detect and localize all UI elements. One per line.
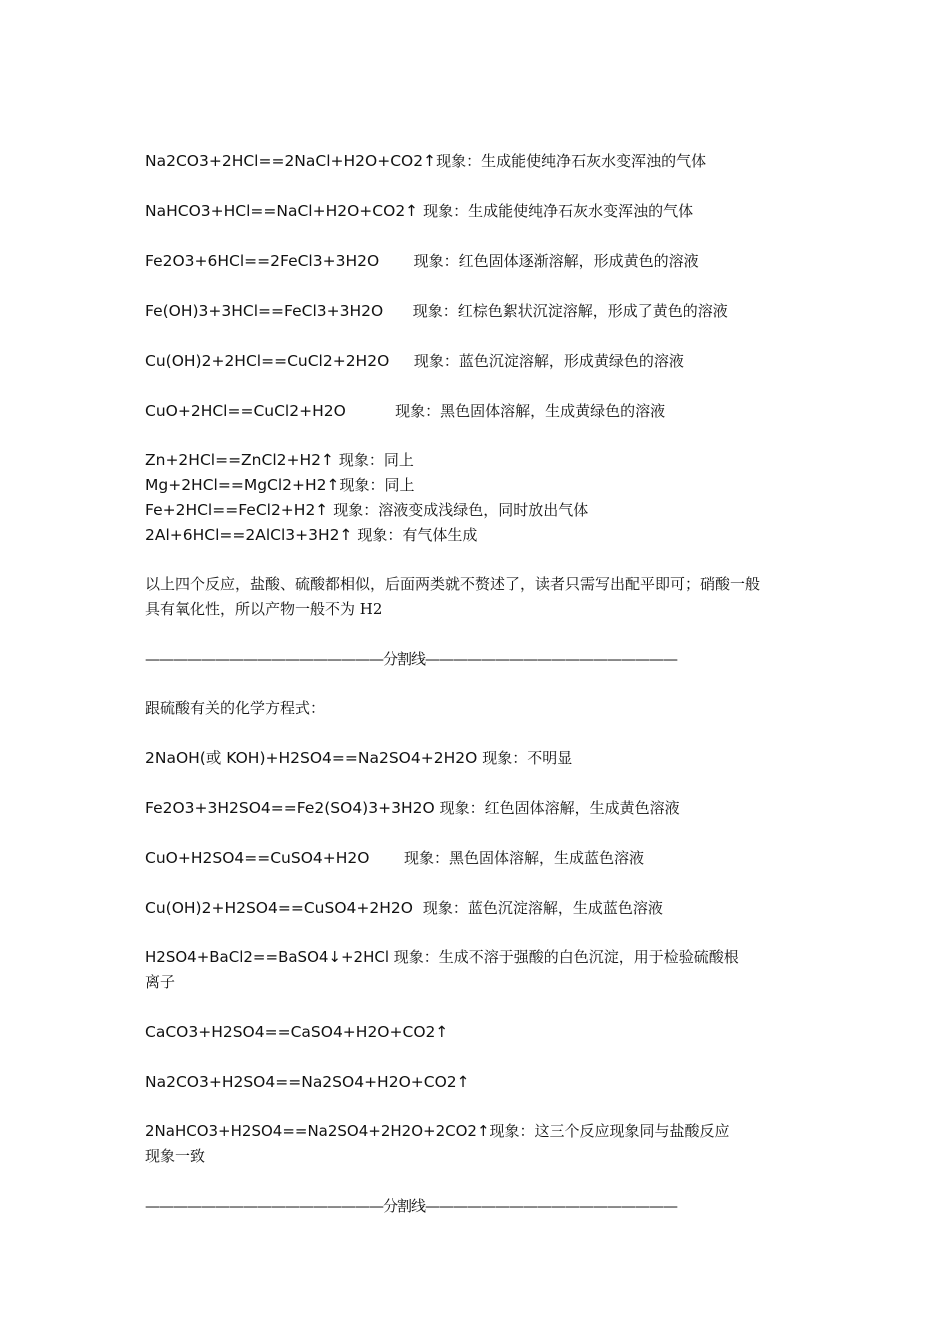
observation-text: 现象：红色固体溶解，生成黄色溶液 (439, 799, 680, 817)
equation-text: Cu(OH)2+H2SO4==CuSO4+2H2O (145, 899, 423, 917)
equation-text: NaHCO3+HCl==NaCl+H2O+CO2↑ (145, 202, 424, 220)
equation-text: 2NaOH(或 KOH)+H2SO4==Na2SO4+2H2O (145, 749, 483, 767)
equation-text: Fe+2HCl==FeCl2+H2↑ (145, 501, 334, 519)
equation-line (145, 148, 815, 174)
equation-line (145, 745, 815, 771)
observation-text: 现象：溶液变成浅绿色，同时放出气体 (333, 501, 589, 519)
note-paragraph-line: 具有氧化性，所以产物一般不为 H2 (145, 600, 383, 618)
document-body (145, 148, 815, 1219)
equation-text: Na2CO3+2HCl==2NaCl+H2O+CO2↑ (145, 152, 437, 170)
observation-text: 现象：有气体生成 (357, 526, 478, 544)
equation-line-continued: 离子 (145, 973, 176, 991)
equation-line (145, 298, 815, 324)
observation-text: 现象：生成能使纯净石灰水变浑浊的气体 (423, 202, 694, 220)
equation-line: CaCO3+H2SO4==CaSO4+H2O+CO2↑ (145, 1023, 449, 1041)
equation-line (145, 248, 815, 274)
equation-line: Na2CO3+H2SO4==Na2SO4+H2O+CO2↑ (145, 1073, 470, 1091)
section-heading: 跟硫酸有关的化学方程式： (145, 699, 326, 717)
observation-text: 现象：蓝色沉淀溶解，生成蓝色溶液 (422, 899, 663, 917)
observation-text: 现象：同上 (339, 476, 415, 494)
equation-text: CuO+2HCl==CuCl2+H2O (145, 402, 396, 420)
equation-text: Cu(OH)2+2HCl==CuCl2+2H2O (145, 352, 414, 370)
observation-text: 现象：红棕色絮状沉淀溶解，形成了黄色的溶液 (412, 302, 728, 320)
note-paragraph-line: 以上四个反应，盐酸、硫酸都相似，后面两类就不赘述了，读者只需写出配平即可；硝酸一般 (145, 575, 761, 593)
equation-text: CuO+H2SO4==CuSO4+H2O (145, 849, 404, 867)
observation-text: 现象：黑色固体溶解，生成黄绿色的溶液 (395, 402, 666, 420)
equation-text: Zn+2HCl==ZnCl2+H2↑ (145, 451, 339, 469)
equation-text: 2Al+6HCl==2AlCl3+3H2↑ (145, 526, 358, 544)
equation-line (145, 398, 815, 424)
equation-text: Fe2O3+6HCl==2FeCl3+3H2O (145, 252, 414, 270)
equation-line (145, 198, 815, 224)
observation-text: 现象：蓝色沉淀溶解，形成黄绿色的溶液 (413, 352, 684, 370)
equation-line (145, 448, 815, 473)
equation-line: 2NaHCO3+H2SO4==Na2SO4+2H2O+2CO2↑现象：这三个反应现象同与盐酸反应 (145, 1122, 730, 1140)
equation-text: Fe(OH)3+3HCl==FeCl3+3H2O (145, 302, 413, 320)
equation-line (145, 348, 815, 374)
equation-line-continued: 现象一致 (145, 1147, 206, 1165)
observation-text: 现象：同上 (338, 451, 414, 469)
equation-line: H2SO4+BaCl2==BaSO4↓+2HCl 现象：生成不溶于强酸的白色沉淀，用于检验硫酸根 (145, 948, 739, 966)
equation-text: Fe2O3+3H2SO4==Fe2(SO4)3+3H2O (145, 799, 440, 817)
equation-line (145, 523, 815, 548)
equation-line (145, 498, 815, 523)
section-divider: —————————————————分割线—————————————————— (145, 1197, 678, 1215)
observation-text: 现象：生成能使纯净石灰水变浑浊的气体 (436, 152, 707, 170)
equation-text: Mg+2HCl==MgCl2+H2↑ (145, 476, 340, 494)
section-divider: —————————————————分割线—————————————————— (145, 650, 678, 668)
equation-line (145, 473, 815, 498)
observation-text: 现象：红色固体逐渐溶解，形成黄色的溶液 (413, 252, 699, 270)
observation-text: 现象：黑色固体溶解，生成蓝色溶液 (403, 849, 644, 867)
observation-text: 现象：不明显 (482, 749, 573, 767)
equation-line (145, 845, 815, 871)
equation-line (145, 895, 815, 921)
equation-line (145, 795, 815, 821)
